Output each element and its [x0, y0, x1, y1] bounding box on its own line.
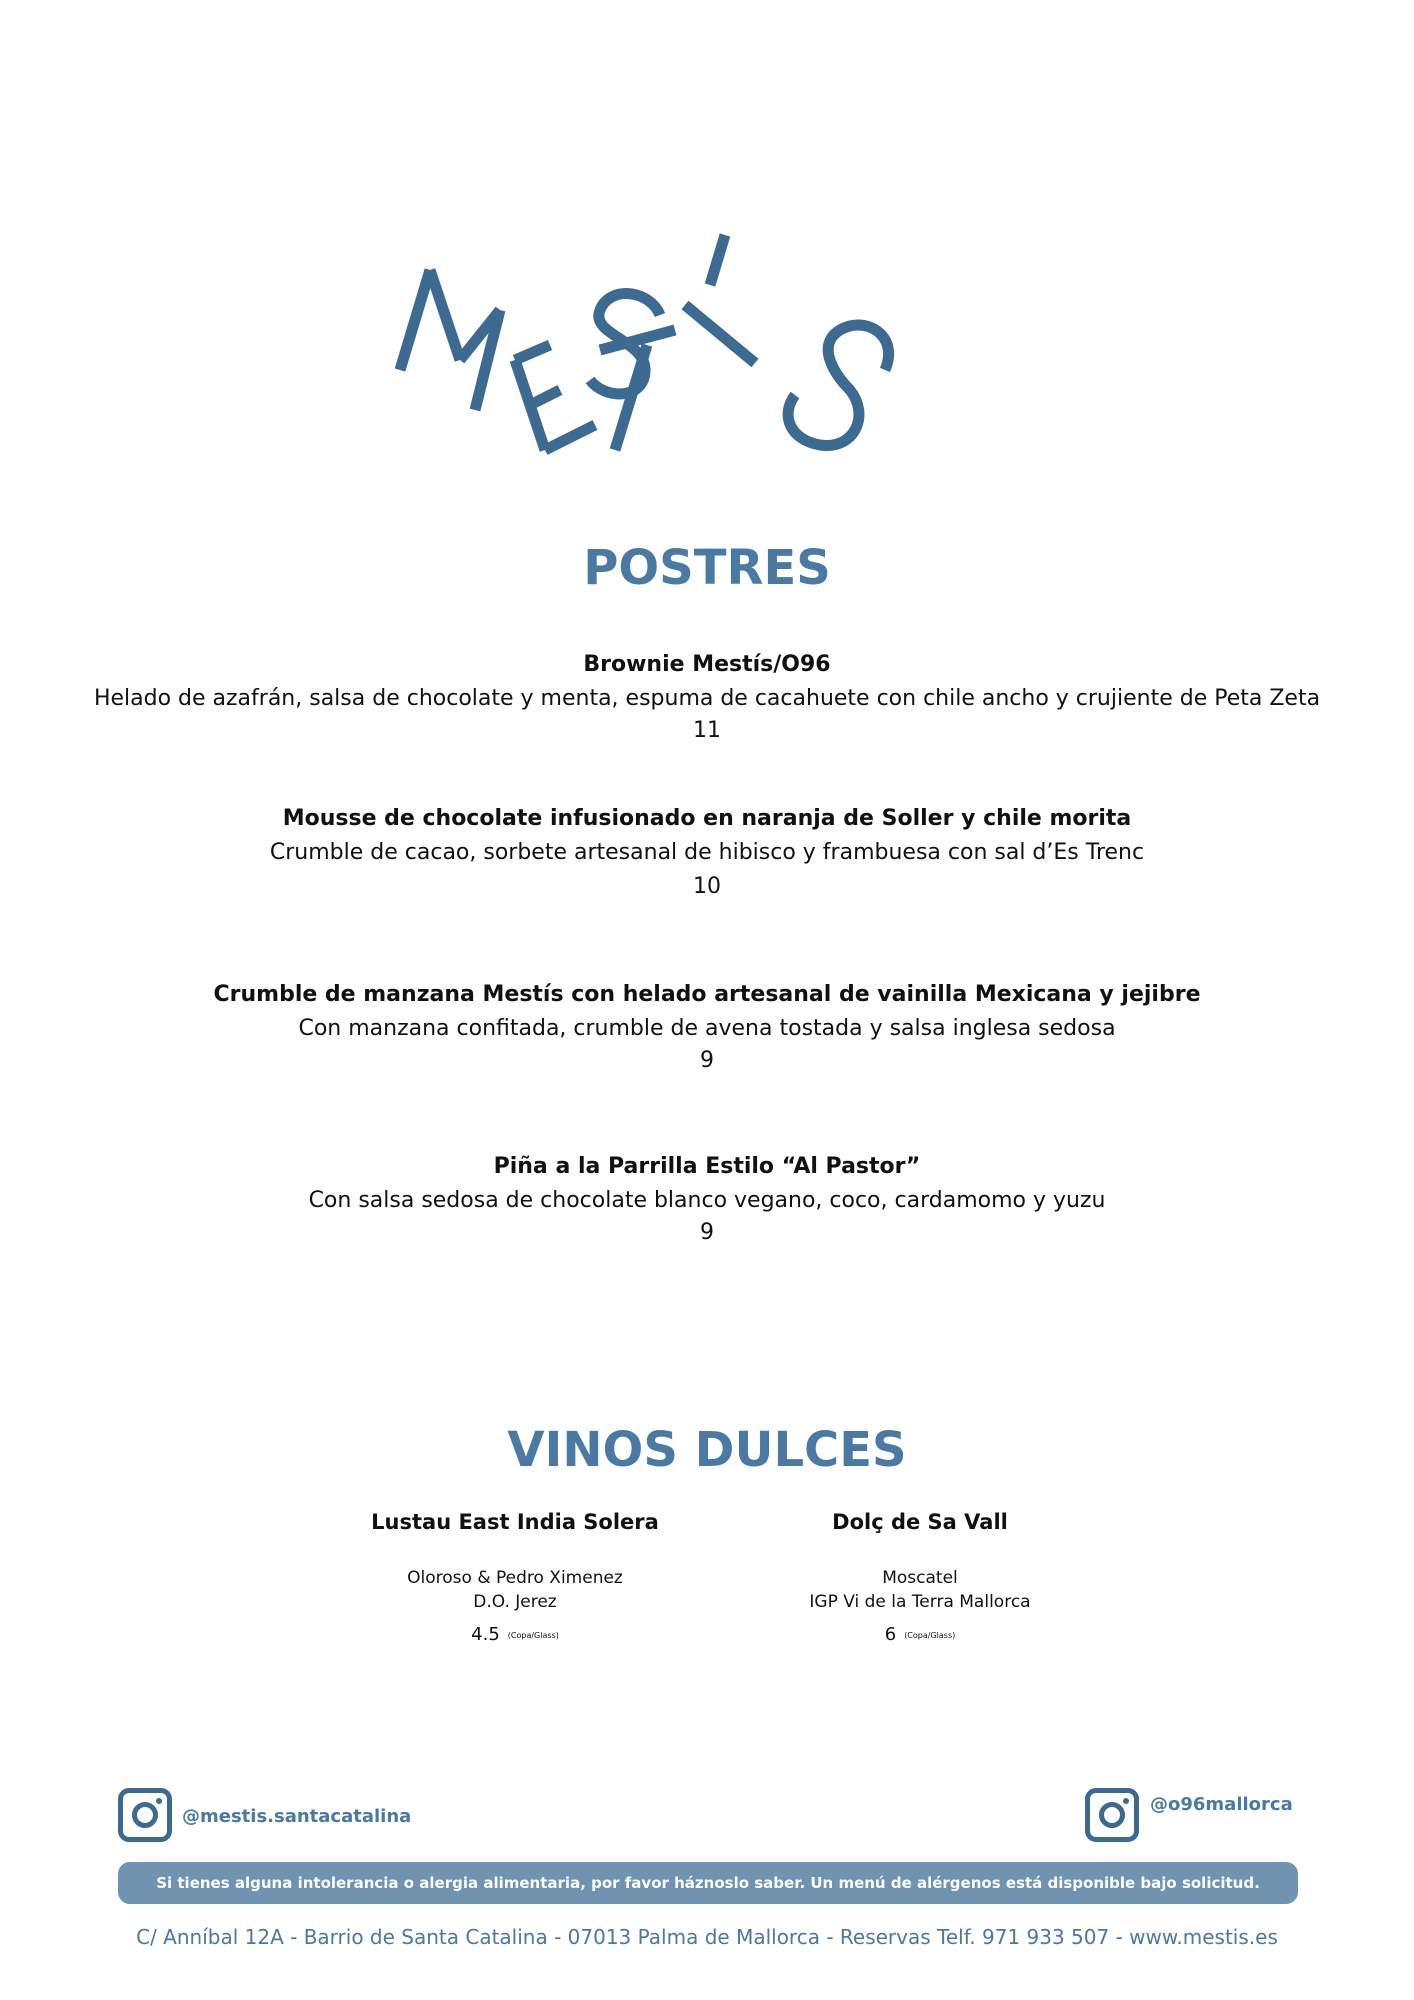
- address-footer: C/ Anníbal 12A - Barrio de Santa Catalina - 07013 Palma de Mallorca - Reservas Telf. 971 933 507 - www.mestis.es: [136, 1925, 1278, 1949]
- allergy-notice: Si tienes alguna intolerancia o alergia alimentaria, por favor háznoslo saber. Un menú de alérgenos está disponible bajo solicitud.: [118, 1862, 1298, 1904]
- wine-origin: IGP Vi de la Terra Mallorca: [809, 1592, 1031, 1612]
- dish-name: Mousse de chocolate infusionado en naranja de Soller y chile morita: [282, 806, 1132, 831]
- dish-description: Con salsa sedosa de chocolate blanco vegano, coco, cardamomo y yuzu: [308, 1188, 1106, 1213]
- dish-price: 11: [693, 718, 721, 743]
- wine-name: Dolç de Sa Vall: [832, 1510, 1008, 1534]
- instagram-handle-right[interactable]: @o96mallorca: [1150, 1794, 1293, 1815]
- wine-unit: (Copa/Glass): [507, 1630, 559, 1640]
- dish-description: Helado de azafrán, salsa de chocolate y menta, espuma de cacahuete con chile ancho y crujiente de Peta Zeta: [93, 686, 1321, 711]
- mestis-logo: [395, 225, 1025, 465]
- wine-price-line: [720, 1624, 1120, 1645]
- wine-type: Moscatel: [882, 1568, 958, 1588]
- wine-item: [720, 1510, 1120, 1645]
- desserts-title: POSTRES: [583, 540, 831, 596]
- instagram-icon[interactable]: [118, 1788, 172, 1842]
- wine-unit: (Copa/Glass): [904, 1630, 956, 1640]
- dish-name: Brownie Mestís/O96: [583, 652, 831, 677]
- dish-description: Con manzana confitada, crumble de avena tostada y salsa inglesa sedosa: [298, 1016, 1116, 1041]
- wine-type: Oloroso & Pedro Ximenez: [407, 1568, 623, 1588]
- instagram-icon[interactable]: [1085, 1788, 1139, 1842]
- wine-item: [315, 1510, 715, 1645]
- dish-name: Piña a la Parrilla Estilo “Al Pastor”: [493, 1154, 921, 1179]
- wine-price: 4.5: [471, 1624, 500, 1645]
- dish-price: 10: [693, 874, 721, 899]
- wines-title: VINOS DULCES: [507, 1422, 907, 1478]
- wine-name: Lustau East India Solera: [371, 1510, 659, 1534]
- dish-name: Crumble de manzana Mestís con helado artesanal de vainilla Mexicana y jejibre: [213, 982, 1201, 1007]
- dish-price: 9: [700, 1048, 714, 1073]
- instagram-handle-left[interactable]: @mestis.santacatalina: [182, 1806, 412, 1827]
- wine-price-line: [315, 1624, 715, 1645]
- wine-origin: D.O. Jerez: [473, 1592, 557, 1612]
- dish-description: Crumble de cacao, sorbete artesanal de hibisco y frambuesa con sal d’Es Trenc: [269, 840, 1145, 865]
- dish-price: 9: [700, 1220, 714, 1245]
- wine-price: 6: [884, 1624, 897, 1645]
